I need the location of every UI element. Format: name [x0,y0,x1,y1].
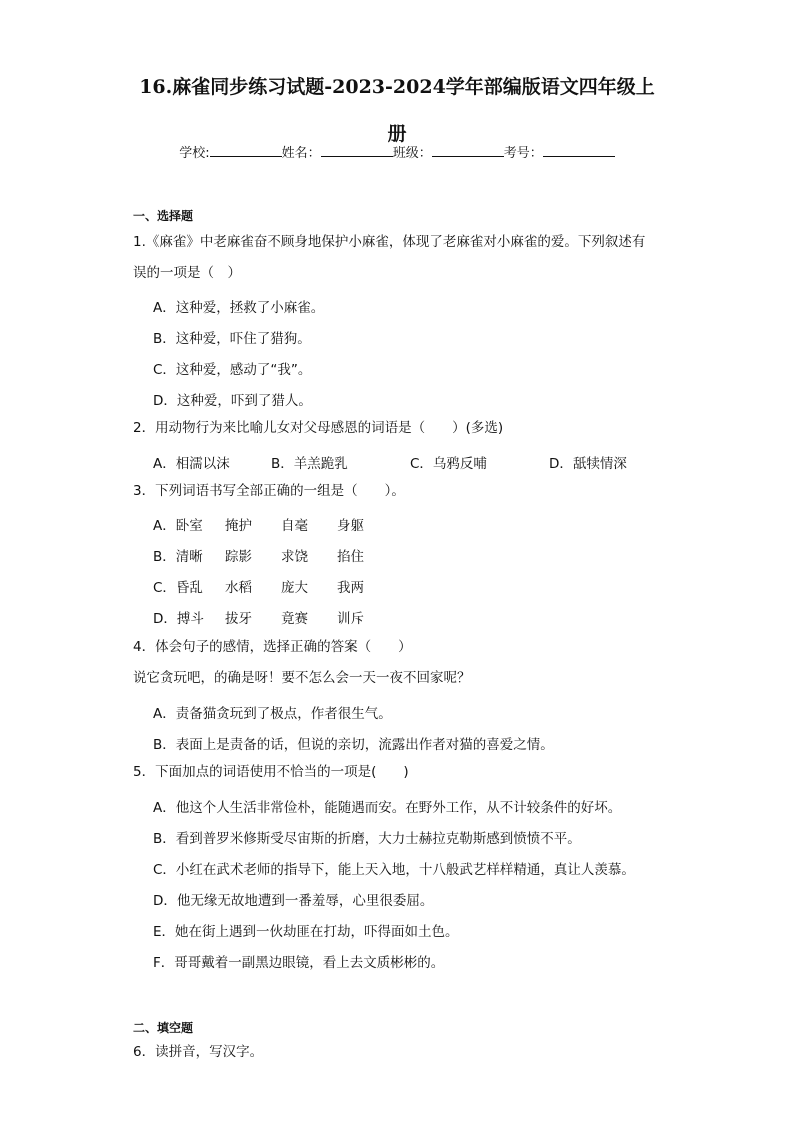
question-1-line-2: 误的一项是（ ） [133,265,241,281]
number-blank[interactable] [543,144,615,157]
option-1b[interactable]: B．这种爱，吓住了猎狗。 [153,331,311,347]
word: 求饶 [281,549,308,565]
option-1d[interactable]: D．这种爱，吓到了猎人。 [153,393,312,409]
word: B．清晰 [153,549,203,565]
question-6-stem: 6．读拼音，写汉字。 [133,1044,264,1060]
option-3b[interactable] [153,545,393,565]
word: 竟赛 [281,611,308,627]
option-2a[interactable]: A．相濡以沫 [153,456,230,472]
title-line-2: 册 [387,123,407,145]
word: 踪影 [225,549,252,565]
option-5f[interactable]: F．哥哥戴着一副黑边眼镜，看上去文质彬彬的。 [153,955,445,971]
question-2-stem: 2．用动物行为来比喻儿女对父母感恩的词语是（ ）(多选) [133,420,504,436]
option-3a[interactable] [153,514,393,534]
name-label: 姓名： [281,146,321,161]
word: 掩护 [225,518,252,534]
option-1c[interactable]: C．这种爱，感动了“我”。 [153,362,312,378]
word: 拔牙 [225,611,252,627]
word: 掐住 [337,549,364,565]
option-5c[interactable]: C．小红在武术老师的指导下，能上天入地，十八般武艺样样精通，真让人羡慕。 [153,862,635,878]
option-2b[interactable]: B．羊羔跪乳 [271,456,348,472]
name-blank[interactable] [321,144,393,157]
number-label: 考号： [503,146,543,161]
class-blank[interactable] [432,144,504,157]
option-4b[interactable]: B．表面上是责备的话，但说的亲切，流露出作者对猫的喜爱之情。 [153,737,554,753]
word: 身躯 [337,518,364,534]
option-3d[interactable] [153,607,393,627]
section-heading-fill: 二、填空题 [133,1021,194,1035]
title-line-1: 16.麻雀同步练习试题-2023-2024学年部编版语文四年级上 [139,76,655,98]
school-blank[interactable] [210,144,282,157]
school-label: 学校: [179,146,210,161]
option-5b[interactable]: B．看到普罗米修斯受尽宙斯的折磨，大力士赫拉克勒斯感到愤愤不平。 [153,831,581,847]
question-1-line-1: 1.《麻雀》中老麻雀奋不顾身地保护小麻雀，体现了老麻雀对小麻雀的爱。下列叙述有 [133,234,646,250]
option-2d[interactable]: D．舐犊情深 [549,456,627,472]
class-label: 班级： [392,146,432,161]
option-2c[interactable]: C．乌鸦反哺 [410,456,487,472]
question-4-quote: 说它贪玩吧，的确是呀！要不怎么会一天一夜不回家呢？ [133,670,471,686]
option-1a[interactable]: A．这种爱，拯救了小麻雀。 [153,300,325,316]
word: 我两 [337,580,364,596]
option-5d[interactable]: D．他无缘无故地遭到一番羞辱，心里很委屈。 [153,893,434,909]
question-4-stem: 4．体会句子的感情，选择正确的答案（ ） [133,639,412,655]
student-info-line [0,144,794,163]
question-3-stem: 3．下列词语书写全部正确的一组是（ ）。 [133,483,405,499]
word: 水稻 [225,580,252,596]
word: C．昏乱 [153,580,203,596]
option-5a[interactable]: A．他这个人生活非常俭朴，能随遇而安。在野外工作，从不计较条件的好坏。 [153,800,622,816]
option-3c[interactable] [153,576,393,596]
word: A．卧室 [153,518,203,534]
word: 自毫 [281,518,308,534]
question-5-stem: 5．下面加点的词语使用不恰当的一项是( ) [133,764,409,780]
section-heading-choice: 一、选择题 [133,209,194,223]
word: 庞大 [281,580,308,596]
question-1-stem [133,227,673,289]
word: D．搏斗 [153,611,204,627]
option-4a[interactable]: A．责备猫贪玩到了极点，作者很生气。 [153,706,392,722]
word: 训斥 [337,611,364,627]
option-5e[interactable]: E．她在街上遇到一伙劫匪在打劫，吓得面如土色。 [153,924,459,940]
